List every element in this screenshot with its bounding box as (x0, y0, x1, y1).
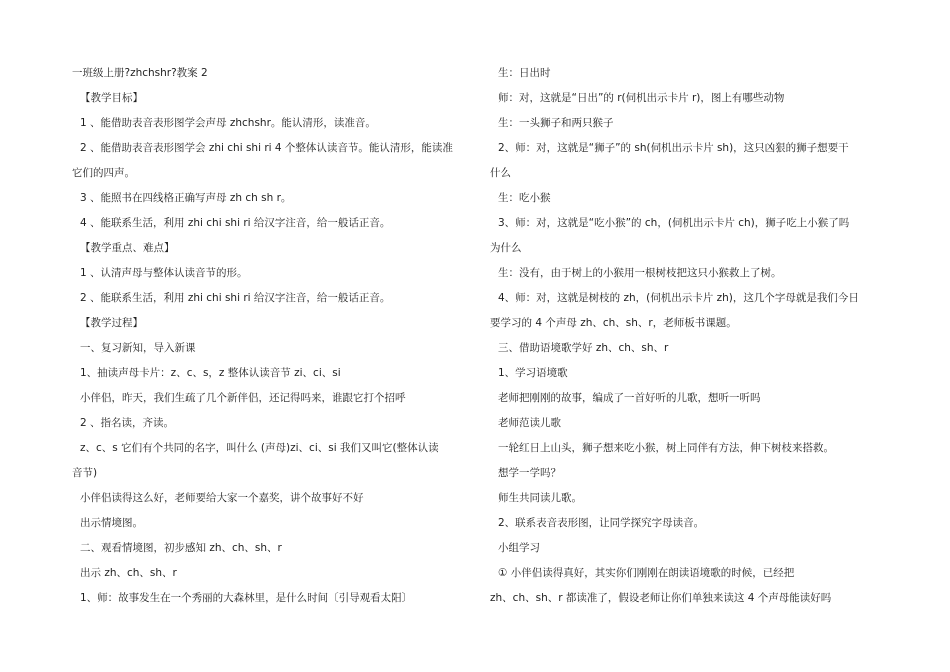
text-line: 生：没有，由于树上的小猴用一根树枝把这只小猴救上了树。 (498, 267, 782, 279)
text-line: 2 、能借助表音表形图学会 zhi chi shi ri 4 个整体认读音节。能认清形，能读准 (80, 142, 453, 154)
text-line: 小组学习 (498, 542, 540, 554)
text-line: 4 、能联系生活，利用 zhi chi shi ri 给汉字注音，给一般话正音。 (80, 217, 391, 229)
text-line: 师：对，这就是“日出”的 r(伺机出示卡片 r)，图上有哪些动物 (498, 92, 785, 104)
text-line: 3、师：对，这就是“吃小猴”的 ch，(伺机出示卡片 ch)，狮子吃上小猴了吗 (498, 217, 850, 229)
text-line: 4、师：对，这就是树枝的 zh，(伺机出示卡片 zh)，这几个字母就是我们今日 (498, 292, 859, 304)
text-line: 1、抽读声母卡片：z、c、s，z 整体认读音节 zi、ci、si (80, 367, 341, 379)
text-line: 为什么 (490, 242, 522, 254)
text-line: z、c、s 它们有个共同的名字，叫什么 (声母)zi、ci、si 我们又叫它(整体认读 (80, 442, 439, 454)
text-line: 老师范读儿歌 (498, 417, 561, 429)
text-line: 出示情境图。 (80, 517, 143, 529)
text-line: 二、观看情境图，初步感知 zh、ch、sh、r (80, 542, 282, 554)
text-line: 2 、指名读，齐读。 (80, 417, 175, 429)
text-line: 出示 zh、ch、sh、r (80, 567, 177, 579)
text-line: zh、ch、sh、r 都读准了，假设老师让你们单独来读这 4 个声母能读好吗 (490, 592, 832, 604)
text-line: 1 、认清声母与整体认读音节的形。 (80, 267, 248, 279)
text-line: 想学一学吗？ (498, 467, 561, 479)
text-line: 什么 (490, 167, 511, 179)
text-line: 生：一头狮子和两只猴子 (498, 117, 614, 129)
text-line: 小伴侣，昨天，我们生疏了几个新伴侣，还记得吗来，谁跟它打个招呼 (80, 392, 406, 404)
text-line: 2 、能联系生活，利用 zhi chi shi ri 给汉字注音，给一般话正音。 (80, 292, 391, 304)
text-line: 【教学重点、难点】 (80, 242, 175, 254)
text-line: 要学习的 4 个声母 zh、ch、sh、r，老师板书课题。 (490, 317, 737, 329)
text-line: 生：日出时 (498, 67, 551, 79)
text-line: 2、联系表音表形图，让同学探究字母读音。 (498, 517, 705, 529)
text-line: ① 小伴侣读得真好，其实你们刚刚在朗读语境歌的时候，已经把 (498, 567, 795, 579)
text-line: 一班级上册?zhchshr?教案 2 (72, 67, 208, 79)
text-line: 音节) (72, 467, 98, 479)
text-line: 【教学过程】 (80, 317, 143, 329)
text-line: 1、师：故事发生在一个秀丽的大森林里，是什么时间〔引导观看太阳〕 (80, 592, 413, 604)
text-line: 老师把刚刚的故事，编成了一首好听的儿歌，想听一听吗 (498, 392, 761, 404)
text-line: 一轮红日上山头，狮子想来吃小猴，树上同伴有方法，伸下树枝来搭救。 (498, 442, 834, 454)
text-line: 3 、能照书在四线格正确写声母 zh ch sh r。 (80, 192, 292, 204)
text-line: 2、师：对，这就是“狮子”的 sh(伺机出示卡片 sh)，这只凶狠的狮子想要干 (498, 142, 849, 154)
text-line: 生：吃小猴 (498, 192, 551, 204)
text-line: 它们的四声。 (72, 167, 135, 179)
text-line: 师生共同读儿歌。 (498, 492, 582, 504)
text-line: 三、借助语境歌学好 zh、ch、sh、r (498, 342, 669, 354)
text-line: 1、学习语境歌 (498, 367, 568, 379)
text-line: 一、复习新知，导入新课 (80, 342, 196, 354)
text-line: 1 、能借助表音表形图学会声母 zhchshr。能认清形，读准音。 (80, 117, 376, 129)
text-line: 【教学目标】 (80, 92, 143, 104)
text-line: 小伴侣读得这么好，老师要给大家一个嘉奖，讲个故事好不好 (80, 492, 364, 504)
